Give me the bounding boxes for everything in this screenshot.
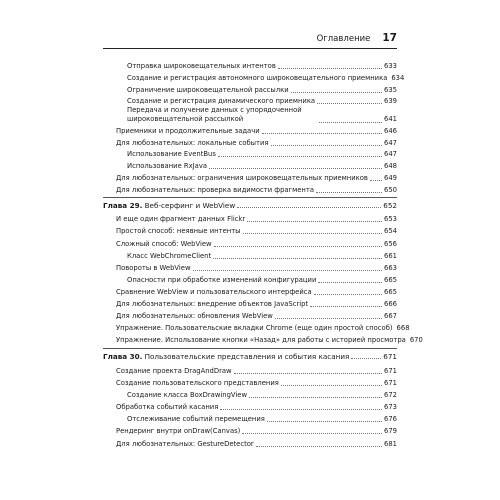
toc-entry: Класс WebChromeClient 661	[127, 252, 397, 260]
toc-entry: Приемники и продолжительные задачи 646	[116, 127, 397, 135]
toc-entry: Для любознательных: внедрение объектов JavaScript 666	[116, 300, 397, 308]
toc-entry: Опасности при обработке изменений конфигурации 665	[127, 276, 397, 284]
toc-entry: Ограничение широковещательной рассылки 635	[127, 86, 397, 94]
toc-entry: Отправка широковещательных интентов 633	[127, 62, 397, 70]
toc-entry: Использование RxJava 648	[127, 162, 397, 170]
toc-entry: Создание и регистрация динамического приемника 639	[127, 97, 397, 105]
toc-entry: Обработка событий касания 673	[116, 403, 397, 411]
toc-entry: Рендеринг внутри onDraw(Canvas) 679	[116, 427, 397, 435]
toc-entry: Создание класса BoxDrawingView 672	[127, 391, 397, 399]
toc-entry: Упражнение. Пользовательские вкладки Chrome (еще один простой способ) 668	[116, 324, 410, 332]
header-page-number: 17	[382, 32, 397, 44]
toc-entry: И еще один фрагмент данных Flickr 653	[116, 215, 397, 223]
toc-entry: Для любознательных: обновления WebView 667	[116, 312, 397, 320]
toc-entry: Сложный способ: WebView 656	[116, 240, 397, 248]
header-title: Оглавление	[316, 34, 371, 44]
toc-entry: Упражнение. Использование кнопки «Назад» для работы с историей просмотра 670	[116, 336, 423, 344]
chapter-divider	[103, 348, 397, 349]
toc-entry: Для любознательных: ограничения широковещательных приемников 649	[116, 174, 397, 182]
toc-entry: Передача и получение данных с упорядоченной широковещательной рассылкой 641	[127, 106, 397, 123]
toc-entry: Сравнение WebView и пользовательского интерфейса 665	[116, 288, 397, 296]
toc-entry: Отслеживание событий перемещения 676	[127, 415, 397, 423]
toc-chapter-entry: Глава 30. Пользовательские представления и события касания 671	[103, 352, 397, 361]
toc-entry: Для любознательных: GestureDetector 681	[116, 440, 397, 448]
toc-entry: Простой способ: неявные интенты 654	[116, 227, 397, 235]
toc-entry: Повороты в WebView 663	[116, 264, 397, 272]
toc-entry: Создание и регистрация автономного широковещательного приемника 634	[127, 74, 405, 82]
toc-entry: Для любознательных: локальные события 647	[116, 139, 397, 147]
toc-entry: Создание пользовательского представления 671	[116, 379, 397, 387]
chapter-divider	[103, 197, 397, 198]
toc-entry: Создание проекта DragAndDraw 671	[116, 367, 397, 375]
toc-entry: Использование EventBus 647	[127, 150, 397, 158]
toc-chapter-entry: Глава 29. Веб-серфинг и WebView 652	[103, 201, 397, 210]
toc-entry: Для любознательных: проверка видимости фрагмента 650	[116, 186, 397, 194]
